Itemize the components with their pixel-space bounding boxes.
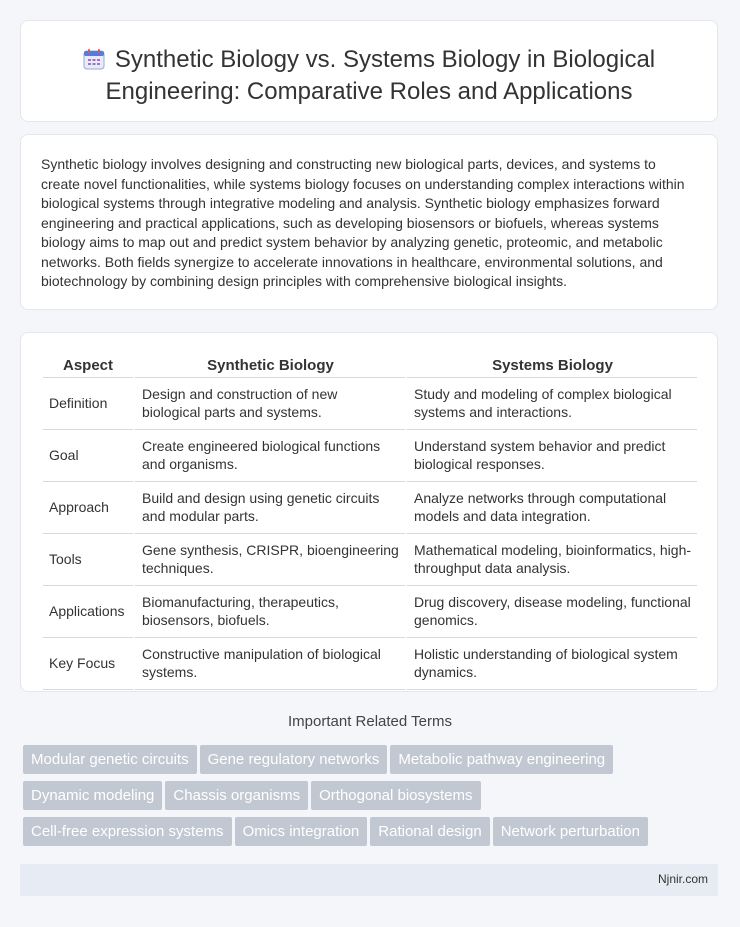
- term-tag[interactable]: Rational design: [370, 817, 489, 846]
- row-systems: Holistic understanding of biological system dynamics.: [405, 638, 697, 690]
- row-systems: Drug discovery, disease modeling, functional genomics.: [405, 586, 697, 638]
- row-systems: Analyze networks through computational models and data integration.: [405, 482, 697, 534]
- term-tag[interactable]: Omics integration: [235, 817, 368, 846]
- header-systems: Systems Biology: [405, 353, 697, 378]
- term-tag[interactable]: Metabolic pathway engineering: [390, 745, 613, 774]
- page-title-text: Synthetic Biology vs. Systems Biology in Biological Engineering: Comparative Roles and Applications: [105, 46, 656, 105]
- table-row: [43, 378, 697, 430]
- row-aspect: Key Focus: [43, 638, 133, 690]
- related-terms-list: [23, 745, 723, 853]
- term-tag[interactable]: Cell-free expression systems: [23, 817, 232, 846]
- intro-card: [20, 134, 718, 310]
- header-synthetic: Synthetic Biology: [133, 353, 405, 378]
- row-synthetic: Build and design using genetic circuits and modular parts.: [133, 482, 405, 534]
- row-aspect: Approach: [43, 482, 133, 534]
- row-aspect: Applications: [43, 586, 133, 638]
- footer: [20, 864, 718, 896]
- term-tag[interactable]: Gene regulatory networks: [200, 745, 388, 774]
- term-tag[interactable]: Modular genetic circuits: [23, 745, 197, 774]
- title-card: [20, 20, 718, 122]
- table-row: [43, 534, 697, 586]
- comparison-table: [43, 353, 697, 690]
- intro-paragraph: Synthetic biology involves designing and constructing new biological parts, devices, and systems to create novel functionalities, while systems biology focuses on understanding complex interactions within biological systems through integrative modeling and analysis. Synthetic biology emphasizes forward engineering and practical applications, such as developing biosensors or biofuels, whereas systems biology aims to map out and predict system behavior by analyzing genetic, proteomic, and metabolic networks. Both fields synergize to accelerate innovations in healthcare, environmental solutions, and biotechnology by combining design principles with comprehensive biological insights.: [41, 156, 685, 289]
- term-tag[interactable]: Dynamic modeling: [23, 781, 162, 810]
- related-terms-heading: Important Related Terms: [288, 713, 452, 730]
- row-systems: Understand system behavior and predict biological responses.: [405, 430, 697, 482]
- term-tag[interactable]: Network perturbation: [493, 817, 648, 846]
- term-tag[interactable]: Orthogonal biosystems: [311, 781, 480, 810]
- row-synthetic: Constructive manipulation of biological systems.: [133, 638, 405, 690]
- row-systems: Study and modeling of complex biological systems and interactions.: [405, 378, 697, 430]
- row-aspect: Goal: [43, 430, 133, 482]
- row-synthetic: Design and construction of new biological parts and systems.: [133, 378, 405, 430]
- row-synthetic: Gene synthesis, CRISPR, bioengineering techniques.: [133, 534, 405, 586]
- table-row: [43, 482, 697, 534]
- table-header-row: [43, 353, 697, 378]
- row-systems: Mathematical modeling, bioinformatics, high-throughput data analysis.: [405, 534, 697, 586]
- header-aspect: Aspect: [43, 353, 133, 378]
- row-synthetic: Biomanufacturing, therapeutics, biosensors, biofuels.: [133, 586, 405, 638]
- page-title: [21, 21, 717, 106]
- table-row: [43, 430, 697, 482]
- row-synthetic: Create engineered biological functions and organisms.: [133, 430, 405, 482]
- calendar-icon: [83, 48, 105, 77]
- table-row: [43, 638, 697, 690]
- term-tag[interactable]: Chassis organisms: [165, 781, 308, 810]
- table-row: [43, 586, 697, 638]
- comparison-card: [20, 332, 718, 692]
- row-aspect: Tools: [43, 534, 133, 586]
- footer-site-link[interactable]: Njnir.com: [657, 872, 708, 886]
- row-aspect: Definition: [43, 378, 133, 430]
